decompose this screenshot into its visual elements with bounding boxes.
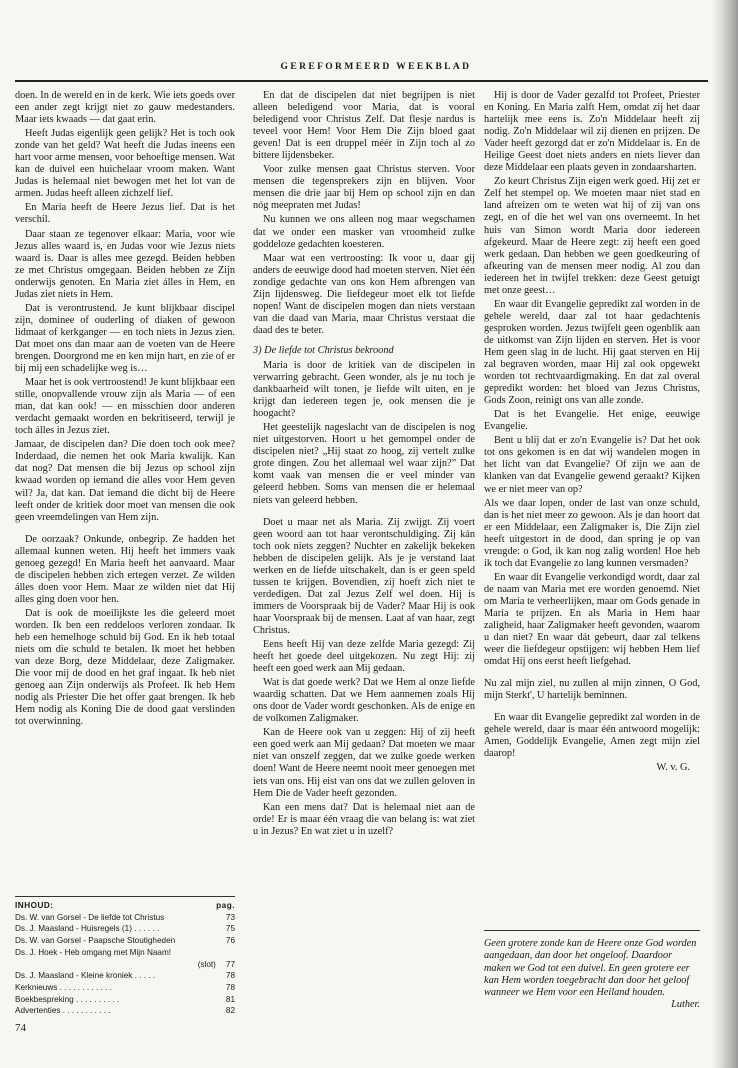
paragraph: En Maria heeft de Heere Jezus lief. Dat is het verschil. bbox=[15, 202, 235, 226]
quote-attribution-row bbox=[484, 999, 700, 1011]
toc-item-title: Advertenties . . . . . . . . . . . bbox=[15, 1006, 111, 1016]
toc-item-title: Ds. J. Maasland - Kleine kroniek . . . . . bbox=[15, 971, 156, 981]
paragraph: Maria is door de kritiek van de discipelen in verwarring gebracht. Geen wonder, als je nu toch je dankbaarheid wilt tonen, je liefde wilt uiten, en je krijgt dan iedereen tegen je, ook mensen die je hoogacht? bbox=[253, 359, 475, 420]
paragraph: Wat is dat goede werk? Dat we Hem al onze liefde waardig schatten. Dat we Hem aannemen zoals Hij ons door de Vader wordt geschonken. Als de enige en de volkomen Zaligmaker. bbox=[253, 677, 475, 725]
signature: W. v. G. bbox=[656, 762, 690, 774]
paragraph: Hij is door de Vader gezalfd tot Profeet, Priester en Koning. En Maria zalft Hem, omdat zij het daar hartelijk mee eens is. Zo'n Middelaar heeft zij nodig. Zo'n Middelaar wil zij dienen en prijzen. De Vader heeft gezorgd dat er zo'n Middelaar is. En de Heilige Geest doet niets anders en niets liever dan deze Middelaar een plaats geven in zondaarsharten. bbox=[484, 90, 700, 174]
paragraph: Kan de Heere ook van u zeggen: Hij of zij heeft een goed werk aan Mij gedaan? Dat moeten we maar niet van onszelf zeggen, dat we zulke goede werken doen! Want de Heere neemt nooit meer genoegen met iets van ons. Hij eist van ons dat we zullen geloven in Hem Die de Vader heeft gezonden. bbox=[253, 727, 475, 799]
toc-item-page: 76 bbox=[225, 936, 235, 946]
paragraph: Doet u maar net als Maria. Zij zwijgt. Zij voert geen woord aan tot haar verontschuldiging. Zij kán toch ook niets zeggen? Nuchter en zakelijk bekeken hebben de discipelen gelijk. Als je je verstand laat werken en de liefde uitschakelt, dan is er geen speld tussen te krijgen. Bovendien, zij hoeft zich niet te verdedigen. Dat zal Jezus Zelf wel doen. Hij is immers de Voorspraak bij de Vader? Maar Hij is ook haar Voorspraak bij de mensen. Laat af van haar, zegt Christus. bbox=[253, 516, 475, 636]
toc-item-page bbox=[231, 947, 235, 959]
paragraph: Zo keurt Christus Zijn eigen werk goed. Hij zet er Zelf het stempel op. We moeten maar niet stad en land afreizen om te weten wat hij of zij van ons zegt, en of die het wel van ons overneemt. In het huis van Simon wordt Maria door iedereen afgekeurd. Maar de Heere zegt: zij heeft een goed werk gedaan. Dan hebben we geen goedkeuring of afkeuring van de mensen meer nodig. Al zou dan iedereen het in twijfel trekken: deze Geest getuigt met onze geest… bbox=[484, 176, 700, 296]
quote-author: Luther. bbox=[671, 999, 700, 1011]
toc-item-title: Ds. J. Hoek - Heb omgang met Mijn Naam! bbox=[15, 947, 172, 957]
toc-heading-row bbox=[15, 900, 235, 912]
paragraph: Als we daar lopen, onder de last van onze schuld, dan is het niet meer zo gewoon. Als je dan hoort dat er een Middelaar, een Zaligmaker is, Die Zijn ziel heeft uitgestort in de dood, dan spring je op van vreugde: o God, ik kan nog zalig worden! Hoe heb ik toch dat Evangelie zo lang kunnen versmaden? bbox=[484, 497, 700, 569]
toc-item[interactable] bbox=[15, 1005, 235, 1017]
paragraph: En waar dit Evangelie gepredikt zal worden in de gehele wereld, daar is maar één antwoord mogelijk: Amen, Goddelijk Evangelie, Amen zegt mijn ziel daarop! bbox=[484, 712, 700, 760]
toc-item[interactable] bbox=[15, 912, 235, 924]
toc-item-title: Kerknieuws . . . . . . . . . . . . bbox=[15, 982, 112, 992]
toc-item-page: 77 bbox=[225, 959, 235, 969]
toc-item[interactable] bbox=[15, 970, 235, 982]
paragraph: Het geestelijk nageslacht van de discipelen is nog niet uitgestorven. Hoort u het gemompel onder de discipelen niet? „Hij staat zo hoog, zij vertelt zulke grote dingen. Zou het allemaal wel waar zijn?” Dat komt vaak van mensen die er veel minder van geleerd hebben. Soms van mensen die er helemaal niets van geleerd hebben. bbox=[253, 422, 475, 506]
column-3 bbox=[484, 90, 700, 777]
toc-item[interactable] bbox=[15, 947, 235, 959]
toc-rule bbox=[15, 896, 235, 897]
paragraph: Heeft Judas eigenlijk geen gelijk? Het is toch ook zonde van het geld? Wat heeft die Judas ineens een hart voor arme mensen, voor behoeftige mensen. Wat kan de duivel een huichelaar vroom maken. Want Judas is helemaal niet bewogen met het lot van de armen. Judas heeft alleen zichzelf lief. bbox=[15, 128, 236, 200]
toc-item-page: 81 bbox=[225, 994, 235, 1004]
luther-quote bbox=[484, 938, 700, 1012]
quote-rule bbox=[484, 930, 700, 931]
toc-item-page: 73 bbox=[225, 912, 235, 922]
paragraph: Voor zulke mensen gaat Christus sterven. Voor mensen die tegensprekers zijn en blijven. Voor mensen die drie jaar bij Hem op school zijn en dan nóg meepraten met Judas! bbox=[253, 164, 475, 212]
toc-item[interactable] bbox=[15, 994, 235, 1006]
paragraph: Maar wat een vertroosting: Ik voor u, daar gij anders de eeuwige dood had moeten sterven. Niet één zondige gedachte van ons kon Hem afbrengen van Zijn lijdensweg. Die liefdegeur moet elk tot liefde nopen! Want de discipelen mogen dan niets verstaan van die daad van Maria, maar Christus verstaat die daad des te beter. bbox=[253, 252, 475, 336]
page-edge-shadow bbox=[712, 0, 738, 1068]
paragraph: En dat de discipelen dat niet begrijpen is niet alleen beledigend voor Maria, dat is vooral beledigend voor Christus Zelf. Dat flesje nardus is teveel voor Hem! Voor Hem Die Zijn bloed gaat geven! Dat is een druppel méér in Zijn toch al zo bittere lijdensbeker. bbox=[253, 90, 475, 162]
paragraph: Nu kunnen we ons alleen nog maar wegschamen dat we onder een masker van vroomheid zulke goddeloze gedachten koesteren. bbox=[253, 214, 475, 250]
table-of-contents bbox=[15, 900, 235, 1017]
toc-item-title: Ds. J. Maasland - Huisregels (1) . . . . . . bbox=[15, 924, 160, 934]
toc-item-title: Ds. W. van Gorsel - De liefde tot Christus bbox=[15, 912, 165, 922]
toc-item-title: Boekbespreking . . . . . . . . . . bbox=[15, 994, 120, 1004]
paragraph: En waar dit Evangelie gepredikt zal worden in de gehele wereld, daar zal tot haar gedachtenis gesproken worden. Jezus twijfelt geen ogenblik aan de uitkomst van Zijn lijden en sterven. Het is voor Hem geen slag in de lucht. Hij gaat sterven en Hij zal begraven worden, maar Hij zal ook opgewekt worden tot rechtvaardigmaking. En dat zal overal gepredikt worden: het bloed van Jezus Christus, Gods Zoon, reinigt ons van alle zonde. bbox=[484, 298, 700, 407]
section-heading: 3) De liefde tot Christus bekroond bbox=[253, 344, 394, 356]
paragraph: De oorzaak? Onkunde, onbegrip. Ze hadden het allemaal kunnen weten. Hij heeft het immers vaak genoeg gezegd! En Maria heeft het aanvaard. Maar de discipelen hebben zich ertegen verzet. Ze wilden álles doen voor Hem. Maar ze wilden niet dat Hij alles ging doen voor hen. bbox=[15, 533, 235, 605]
paragraph: Maar het is ook vertroostend! Je kunt blijkbaar een stille, onopvallende vrouw zijn als Maria — of een man, dat kan ook! — en misschien door anderen verdacht gemaakt worden en bekritiseerd, terwijl je toch álles in Jezus ziet. bbox=[15, 377, 235, 437]
toc-item-page: 78 bbox=[225, 982, 235, 992]
toc-item-page: 78 bbox=[225, 971, 235, 981]
column-2 bbox=[253, 90, 475, 840]
paragraph: Dat is verontrustend. Je kunt blijkbaar discipel zijn, dominee of ouderling of diaken of gewoon lidmaat of kerkganger — en toch niets in Jezus zien. Dat moet ons dan maar aan de voeten van de Heere brengen. Doorgrond me en ken mijn hart, en zie of er bij mij een schadelijke weg is… bbox=[15, 302, 235, 375]
column-1 bbox=[15, 90, 235, 730]
toc-heading: INHOUD: bbox=[15, 901, 54, 910]
paragraph: Bent u blij dat er zo'n Evangelie is? Dat het ook tot ons gekomen is en dat wij wandelen mogen in het licht van dat Evangelie? Of zijn we aan de klanken van dat Evangelie gewend geraakt? Kijken we er niet meer van op? bbox=[484, 435, 700, 495]
toc-item-title: Ds. W. van Gorsel - Paapsche Stoutigheden bbox=[15, 936, 176, 946]
toc-page-label: pag. bbox=[216, 901, 235, 910]
quote-text: Geen grotere zonde kan de Heere onze God worden aangedaan, dan door het ongeloof. Daardoor maken we God tot een duivel. En geen grotere eer kan Hem worden toegebracht dan door het geloof wanneer we Hem voor een Heiland houden. bbox=[484, 938, 697, 999]
toc-item[interactable] bbox=[15, 982, 235, 994]
paragraph: Jamaar, de discipelen dan? Die doen toch ook mee? Inderdaad, die nemen het ook Maria kwalijk. Kan dat nog? Dat mensen die bij Jezus op school zijn kwaad worden op iemand die alles voor Hem geven wil? Ja, dat kan. Dat iemand die dicht bij de Heere leeft onder de kritiek door moet van mensen die ook geen vreemdelingen van Hem zijn. bbox=[15, 439, 235, 523]
paragraph: En waar dit Evangelie verkondigd wordt, daar zal de naam van Maria met ere worden genoemd. Niet om Maria te verheerlijken, maar om Gods genade in Maria te prijzen. En als Maria in Hem haar zaligheid, haar Zaligmaker heeft gevonden, waarom u dan niet? En waar dát gebeurt, daar zal telkens weer die liefdegeur opstijgen: wij hebben Hem lief omdat Hij ons eerst heeft liefgehad. bbox=[484, 571, 700, 668]
paragraph: doen. In de wereld en in de kerk. Wie iets goeds over een ander zegt krijgt niet zo gauw medestanders. Maar iets kwaads — dat gaat erin. bbox=[15, 90, 235, 126]
toc-item-title: (slot) bbox=[197, 959, 216, 969]
paragraph: Kan een mens dat? Dat is helemaal niet aan de orde! Er is maar één vraag die van belang is: wat ziet u in Jezus? En wat ziet u in uzelf? bbox=[253, 801, 475, 837]
verse: Nu zal mijn ziel, nu zullen al mijn zinnen, O God, mijn Sterkt', U hartelijk beminnen. bbox=[484, 678, 700, 702]
toc-item[interactable] bbox=[15, 935, 235, 947]
page-number: 74 bbox=[15, 1022, 26, 1034]
paragraph: Dat is het Evangelie. Het enige, eeuwige Evangelie. bbox=[484, 409, 700, 433]
paragraph: Eens heeft Hij van deze zelfde Maria gezegd: Zij heeft het goede deel uitgekozen. Nu zegt Hij: zij heeft een goed werk aan Mij gedaan. bbox=[253, 639, 475, 675]
toc-item[interactable] bbox=[15, 959, 235, 971]
toc-item-page: 75 bbox=[225, 924, 235, 934]
toc-item[interactable] bbox=[15, 923, 235, 935]
toc-item-page: 82 bbox=[225, 1006, 235, 1016]
magazine-header: GEREFORMEERD WEEKBLAD bbox=[280, 62, 472, 72]
header-rule bbox=[15, 80, 708, 82]
paragraph: Daar staan ze tegenover elkaar: Maria, voor wie Jezus alles waard is, en Judas voor wie Jezus niets waard is. Daar is alles mee gezegd. Beiden hebben ze met Christus omgegaan. Beiden hebben ze Zijn onderwijs genoten. En Maria ziet álles in Hem, en Judas ziet niets in Hem. bbox=[15, 228, 235, 300]
paragraph: Dat is ook de moeilijkste les die geleerd moet worden. Ik ben een reddeloos verloren zondaar. Ik heb een hemelhoge schuld bij God. En ik heb totaal niets om die schuld te betalen. Ik moet het hebben van deze Borg, deze Middelaar, deze Zaligmaker. Die voor mij de dood en het graf ingaat. Ik heb niet genoeg aan Zijn onderwijs als Profeet. Ik heb Hem nodig als Priester Die het offer gaat brengen. Ik heb Hem nodig als Koning Die de dood gaat verslinden tot overwinning. bbox=[15, 607, 235, 728]
